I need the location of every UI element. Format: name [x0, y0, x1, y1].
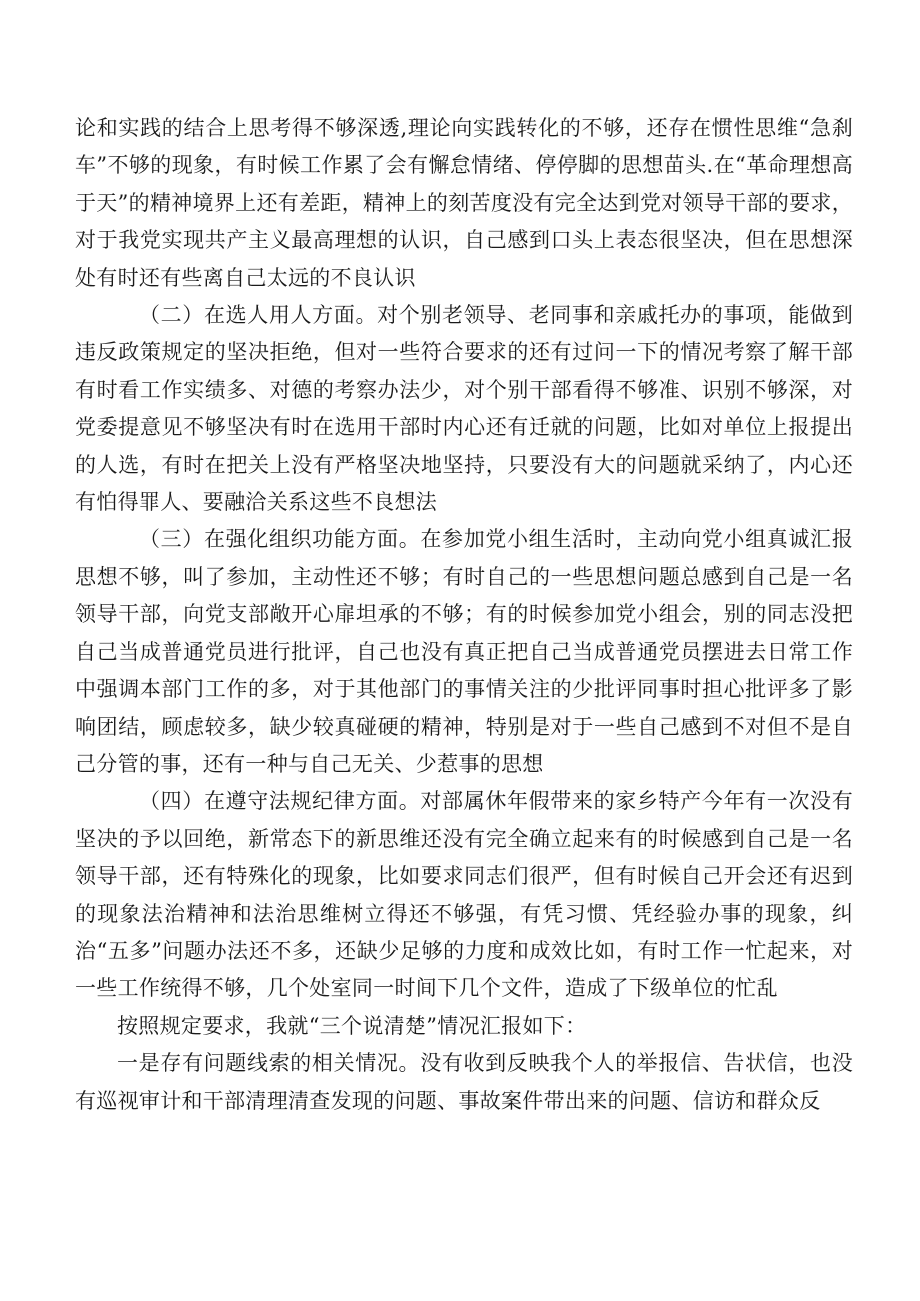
document-body: [75, 110, 853, 1120]
paragraph-item-1: 一是存有问题线索的相关情况。没有收到反映我个人的举报信、告状信，也没有巡视审计和干部清理清查发现的问题、事故案件带出来的问题、信访和群众反: [75, 1051, 853, 1113]
paragraph-section-2: （二）在选人用人方面。对个别老领导、老同事和亲戚托办的事项，能做到违反政策规定的坚决拒绝，但对一些符合要求的还有过问一下的情况考察了解干部有时看工作实绩多、对德的考察办法少，对个别干部看得不够准、识别不够深，对党委提意见不够坚决有时在选用干部时内心还有迁就的问题，比如对单位上报提出的人选，有时在把关上没有严格坚决地坚持，只要没有大的问题就采纳了，内心还有怕得罪人、要融洽关系这些不良想法: [75, 303, 853, 515]
paragraph-section-4: （四）在遵守法规纪律方面。对部属休年假带来的家乡特产今年有一次没有坚决的予以回绝，新常态下的新思维还没有完全确立起来有的时候感到自己是一名领导干部，还有特殊化的现象，比如要求同志们很严，但有时候自己开会还有迟到的现象法治精神和法治思维树立得还不够强，有凭习惯、凭经验办事的现象，纠治“五多”问题办法还不多，还缺少足够的力度和成效比如，有时工作一忙起来，对一些工作统得不够，几个处室同一时间下几个文件，造成了下级单位的忙乱: [75, 789, 853, 1001]
paragraph-report-intro: 按照规定要求，我就“三个说清楚”情况汇报如下：: [117, 1013, 587, 1038]
paragraph-section-3: （三）在强化组织功能方面。在参加党小组生活时，主动向党小组真诚汇报思想不够，叫了参加，主动性还不够；有时自己的一些思想问题总感到自己是一名领导干部，向党支部敞开心扉坦承的不够；有的时候参加党小组会，别的同志没把自己当成普通党员进行批评，自己也没有真正把自己当成普通党员摆进去日常工作中强调本部门工作的多，对于其他部门的事情关注的少批评同事时担心批评多了影响团结，顾虑较多，缺少较真碰硬的精神，特别是对于一些自己感到不对但不是自己分管的事，还有一种与自己无关、少惹事的思想: [75, 527, 853, 776]
paragraph-continuation: 论和实践的结合上思考得不够深透,理论向实践转化的不够，还存在惯性思维“急刹车”不够的现象，有时候工作累了会有懈怠情绪、停停脚的思想苗头.在“革命理想高于天”的精神境界上还有差距，精神上的刻苦度没有完全达到党对领导干部的要求，对于我党实现共产主义最高理想的认识，自己感到口头上表态很坚决，但在思想深处有时还有些离自己太远的不良认识: [75, 116, 853, 290]
